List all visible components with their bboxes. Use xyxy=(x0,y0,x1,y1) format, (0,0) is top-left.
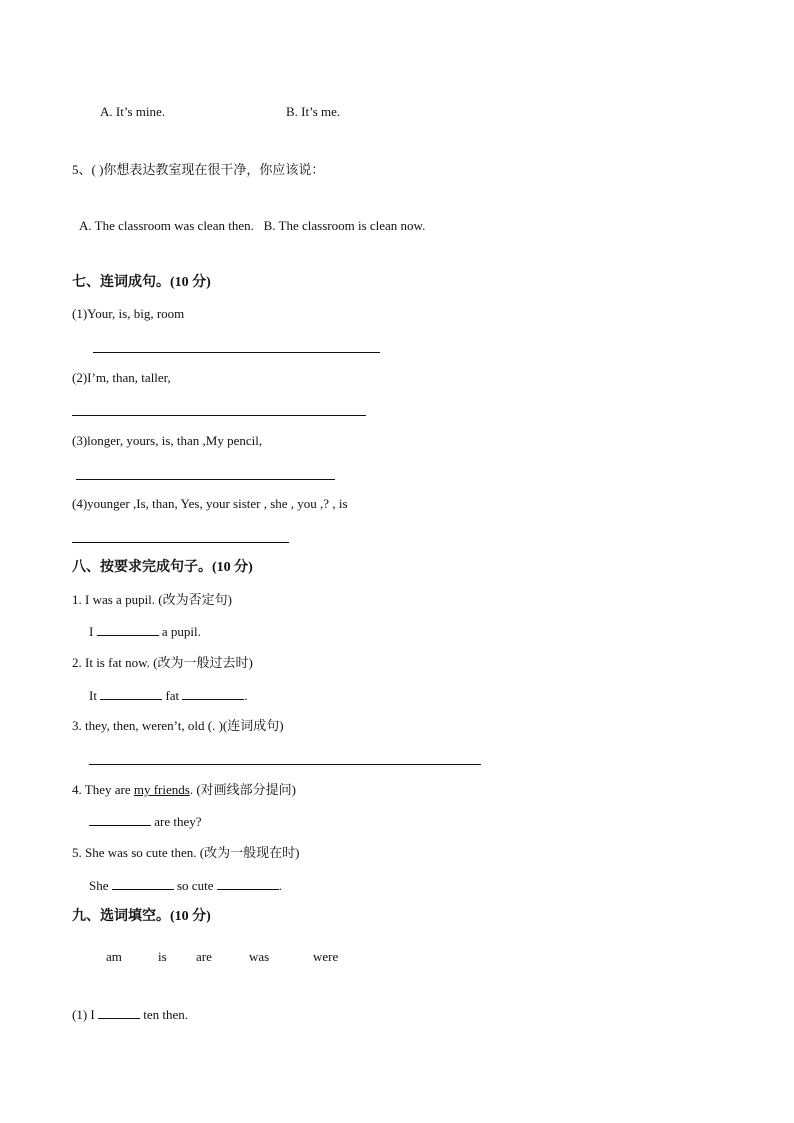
section8-q2-blank-2[interactable] xyxy=(182,687,244,700)
section8-q1-answer xyxy=(89,623,201,640)
section7-answer-line-4[interactable] xyxy=(72,542,289,543)
section9-word-were: were xyxy=(313,949,339,964)
q4-option-b: B. It’s me. xyxy=(286,104,341,119)
section8-q2-text: 2. It is fat now. (改为一般过去时) xyxy=(72,655,253,670)
section8-q4-pre: 4. They are xyxy=(72,782,134,797)
section8-q5-answer xyxy=(89,877,282,894)
section9-word-am: am xyxy=(106,949,122,964)
section9-word-is: is xyxy=(158,949,167,964)
q5-prompt: 5、( )你想表达教室现在很干净，你应该说： xyxy=(72,162,325,177)
section7-title: 七、连词成句。(10 分) xyxy=(72,275,211,290)
section7-item-1: (1)Your, is, big, room xyxy=(72,306,185,321)
section7-answer-line-1[interactable] xyxy=(93,352,380,353)
section8-q4-post: . (对画线部分提问) xyxy=(189,782,296,797)
section7-item-4: (4)younger ,Is, than, Yes, your sister , she , you ,? , is xyxy=(72,496,348,511)
section8-q2-blank-1[interactable] xyxy=(100,687,162,700)
section8-q4-blank[interactable] xyxy=(89,813,151,826)
section8-q1-ans-a: I xyxy=(89,624,94,639)
section8-q4-underlined: my friends xyxy=(133,782,190,797)
section7-item-3: (3)longer, yours, is, than ,My pencil, xyxy=(72,433,263,448)
section8-q5-ans-b: so cute xyxy=(177,878,214,893)
section8-title: 八、按要求完成句子。(10 分) xyxy=(72,560,253,575)
section9-item-1 xyxy=(72,1006,188,1023)
section8-q5-text: 5. She was so cute then. (改为一般现在时) xyxy=(72,845,300,860)
section8-q5-ans-a: She xyxy=(89,878,109,893)
section8-q2-answer xyxy=(89,687,248,704)
section8-q5-blank-2[interactable] xyxy=(217,877,279,890)
section8-q2-ans-a: It xyxy=(89,688,97,703)
section8-q1-blank[interactable] xyxy=(97,623,159,636)
section8-q3-text: 3. they, then, weren’t, old (. )(连词成句) xyxy=(72,718,284,733)
section8-q5-blank-1[interactable] xyxy=(112,877,174,890)
q5-options xyxy=(79,218,425,234)
section9-word-was: was xyxy=(249,949,270,964)
section8-q4-text xyxy=(72,782,296,798)
section8-q5-ans-c: . xyxy=(278,878,282,893)
section8-q4-answer xyxy=(89,813,202,830)
q5-option-a: A. The classroom was clean then. xyxy=(79,218,254,233)
q4-option-a: A. It’s mine. xyxy=(100,104,165,119)
section9-item-1-pre: (1) I xyxy=(72,1007,95,1022)
section8-q2-ans-c: . xyxy=(244,688,248,703)
section8-q2-ans-b: fat xyxy=(165,688,180,703)
section8-q3-answer-line[interactable] xyxy=(89,764,481,765)
section8-q4-ans-b: are they? xyxy=(154,814,202,829)
section9-item-1-post: ten then. xyxy=(143,1007,189,1022)
section8-q1-text: 1. I was a pupil. (改为否定句) xyxy=(72,592,232,607)
section9-item-1-blank[interactable] xyxy=(98,1006,140,1019)
section7-answer-line-2[interactable] xyxy=(72,415,366,416)
section7-answer-line-3[interactable] xyxy=(76,479,335,480)
section7-item-2: (2)I’m, than, taller, xyxy=(72,370,171,385)
q5-option-b: B. The classroom is clean now. xyxy=(263,218,426,233)
section9-word-are: are xyxy=(196,949,212,964)
section9-title: 九、选词填空。(10 分) xyxy=(72,909,211,924)
section8-q1-ans-b: a pupil. xyxy=(161,624,201,639)
